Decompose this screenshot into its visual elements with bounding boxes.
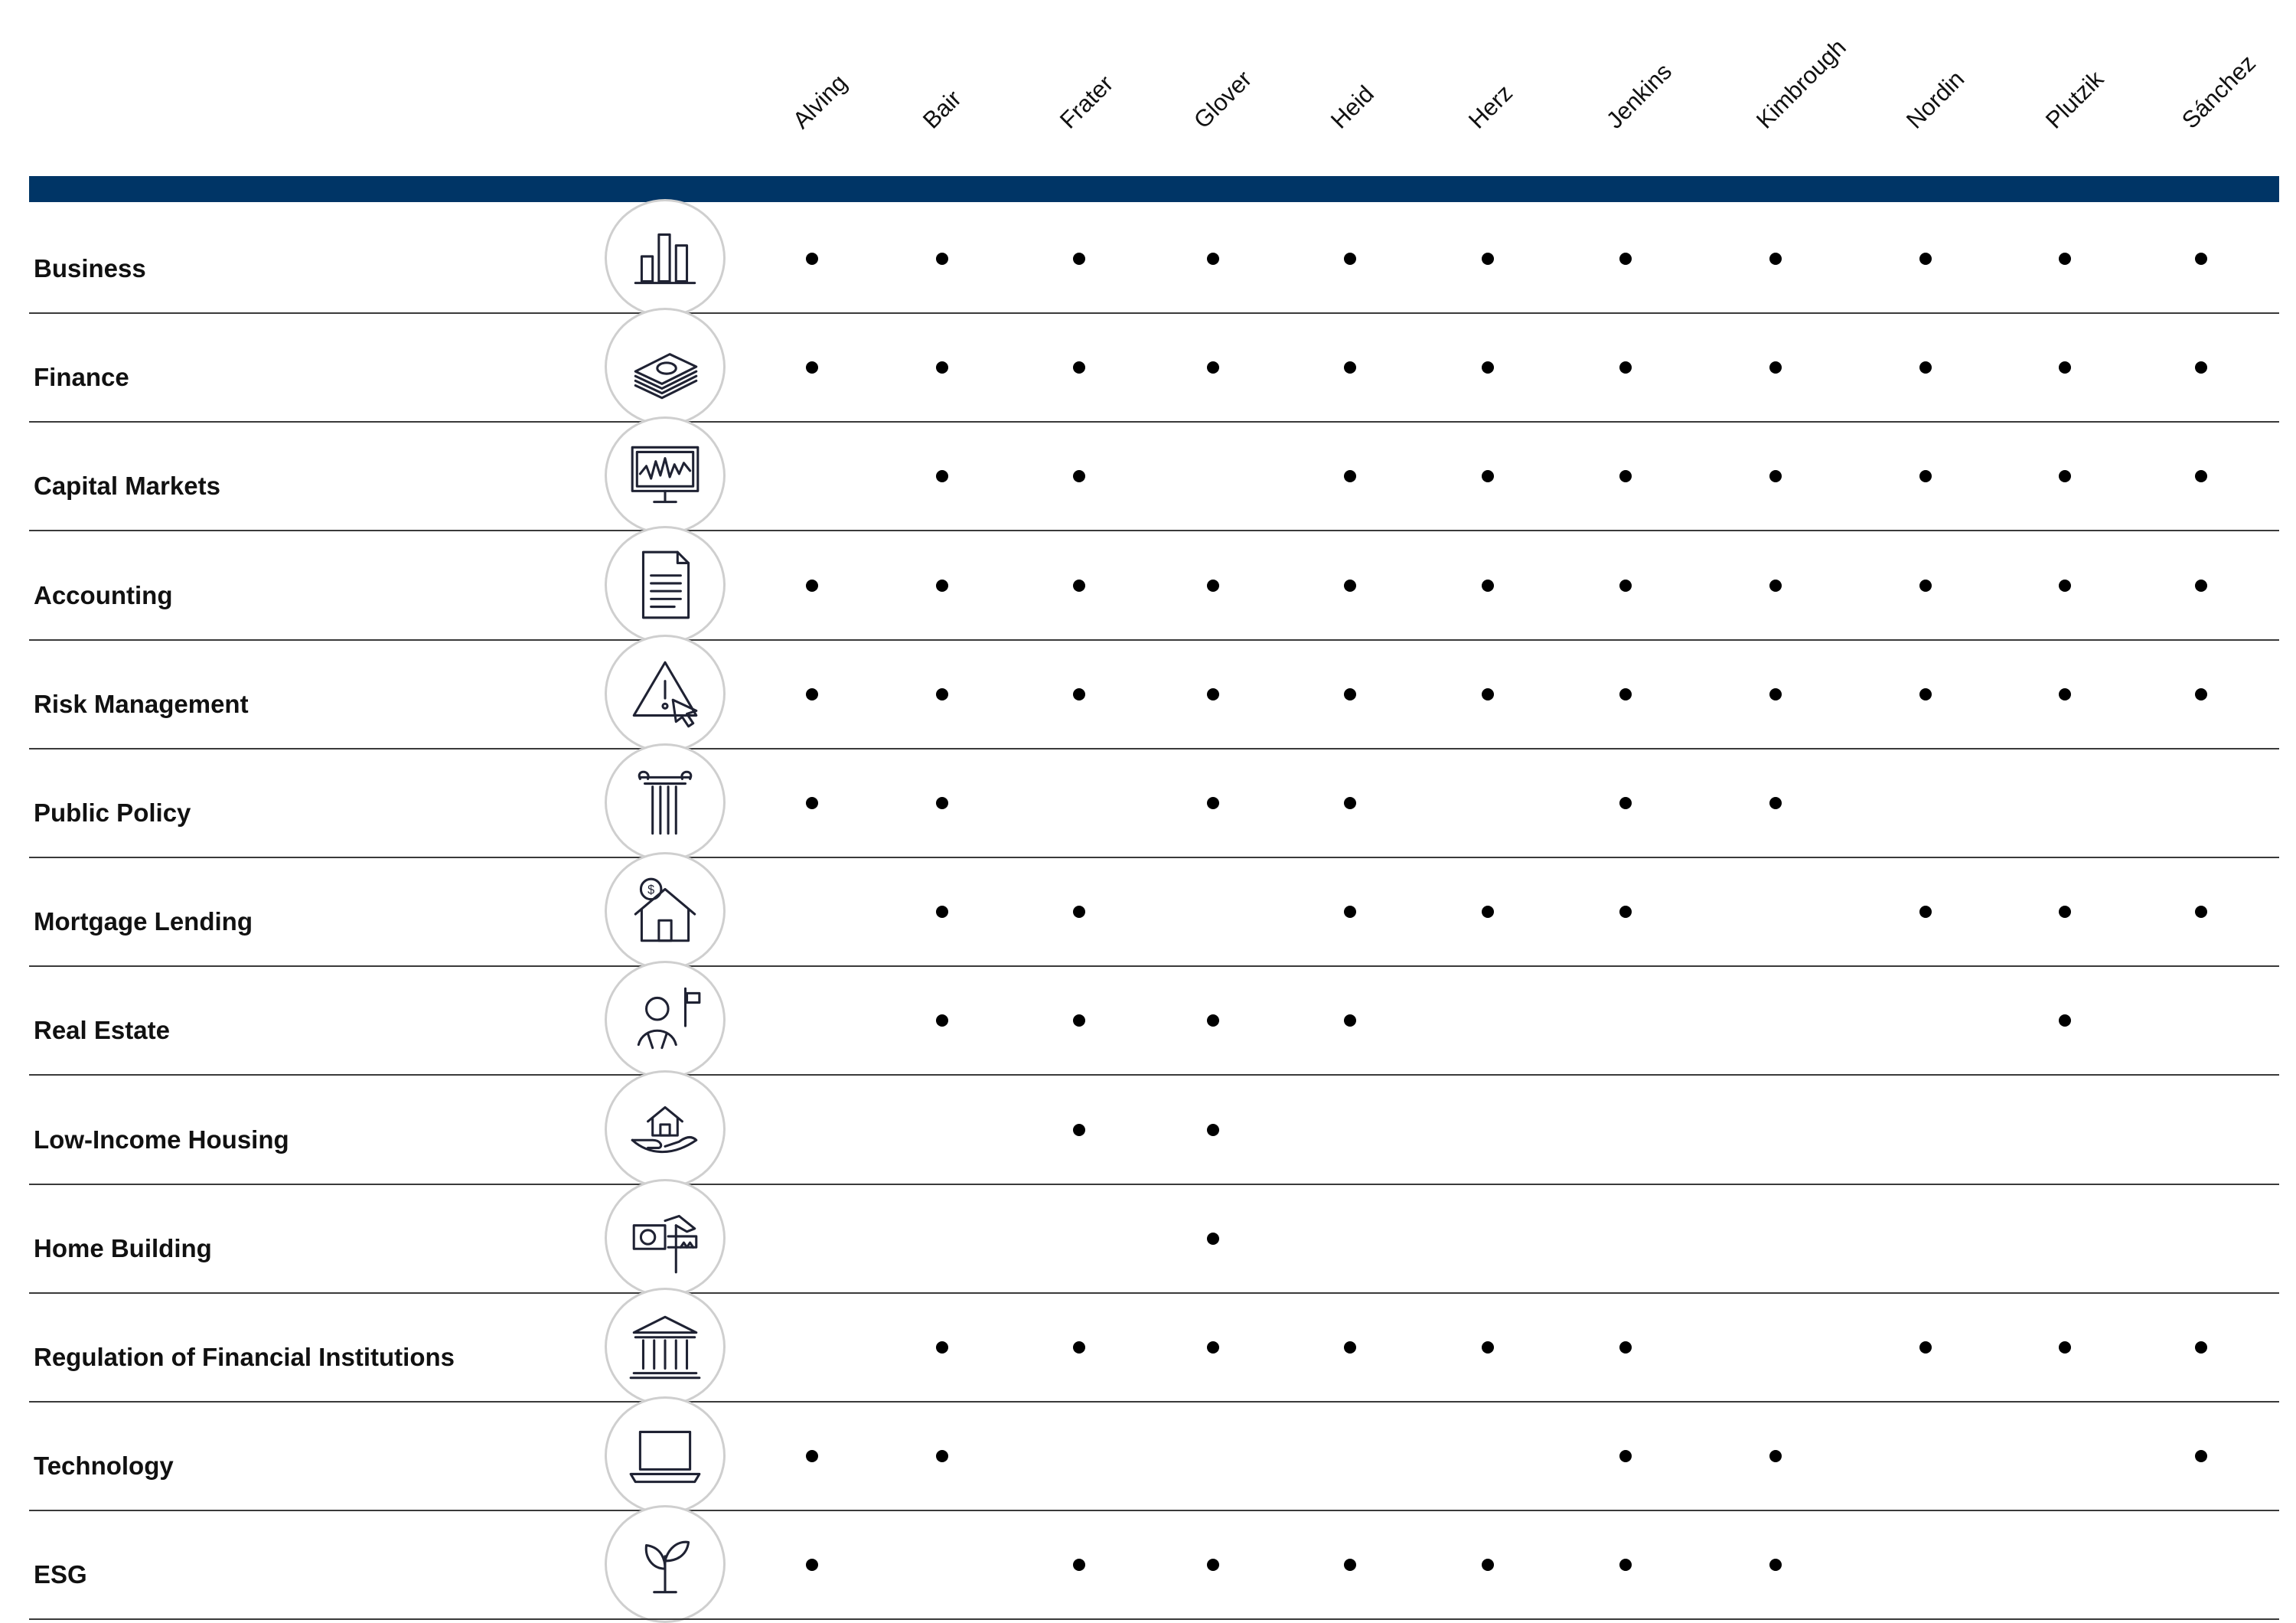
skill-dot (936, 1341, 948, 1354)
skill-dot (1619, 253, 1632, 265)
skill-dot (1919, 688, 1932, 700)
skill-dot (1073, 253, 1085, 265)
skill-dot (1344, 253, 1356, 265)
skill-dot (2195, 688, 2207, 700)
skill-dot (1619, 797, 1632, 809)
skill-dot (1207, 688, 1219, 700)
skill-dot (1619, 906, 1632, 918)
money-stack-icon (605, 308, 726, 426)
skill-dot (1207, 361, 1219, 374)
column-header: Kimbrough (1751, 33, 1851, 134)
skill-dot (806, 1450, 818, 1462)
column-header: Nordin (1901, 65, 1970, 134)
skill-dot (1344, 688, 1356, 700)
skill-dot (1073, 580, 1085, 592)
skill-dot (936, 688, 948, 700)
skill-dot (1769, 1559, 1782, 1571)
skill-dot (806, 253, 818, 265)
skill-dot (1344, 1559, 1356, 1571)
skill-dot (1919, 361, 1932, 374)
row-label: Finance (34, 363, 129, 392)
row-label: Risk Management (34, 689, 249, 718)
skill-dot (1073, 1341, 1085, 1354)
skill-dot (1207, 580, 1219, 592)
row-label: Home Building (34, 1233, 212, 1262)
skill-dot (1344, 1341, 1356, 1354)
skill-dot (1619, 688, 1632, 700)
column-header: Jenkins (1601, 57, 1678, 134)
table-row (29, 532, 2279, 641)
skill-dot (806, 580, 818, 592)
skill-dot (936, 470, 948, 482)
skill-dot (1919, 470, 1932, 482)
skill-dot (1207, 1014, 1219, 1027)
row-label: Mortgage Lending (34, 907, 253, 936)
skill-dot (1769, 580, 1782, 592)
skill-dot (2195, 1450, 2207, 1462)
skill-dot (2059, 580, 2071, 592)
skill-dot (2195, 580, 2207, 592)
skill-dot (1619, 580, 1632, 592)
skill-dot (1482, 253, 1494, 265)
skill-dot (1769, 797, 1782, 809)
skill-dot (1344, 797, 1356, 809)
skill-dot (1919, 253, 1932, 265)
column-header: Sánchez (2177, 49, 2262, 134)
skill-dot (2059, 470, 2071, 482)
skill-dot (1207, 1124, 1219, 1136)
skill-dot (2195, 906, 2207, 918)
skill-dot (1344, 580, 1356, 592)
skill-dot (806, 688, 818, 700)
sprout-icon (605, 1505, 726, 1623)
skill-dot (936, 906, 948, 918)
skill-dot (1207, 1233, 1219, 1245)
skill-dot (1482, 580, 1494, 592)
table-row (29, 858, 2279, 967)
skill-dot (2195, 253, 2207, 265)
row-label: Capital Markets (34, 472, 220, 501)
skill-dot (1482, 1341, 1494, 1354)
row-divider (29, 1618, 2279, 1620)
skill-dot (1769, 361, 1782, 374)
column-header: Heid (1326, 80, 1379, 134)
skill-dot (2059, 253, 2071, 265)
skill-dot (1073, 906, 1085, 918)
table-row (29, 1185, 2279, 1294)
skill-dot (1919, 906, 1932, 918)
skill-dot (1482, 1559, 1494, 1571)
row-label: Real Estate (34, 1016, 170, 1045)
skill-dot (1919, 580, 1932, 592)
table-row (29, 1511, 2279, 1620)
table-row (29, 967, 2279, 1076)
column-header: Bair (918, 85, 967, 134)
skill-dot (1482, 688, 1494, 700)
table-row (29, 314, 2279, 423)
skill-dot (936, 1450, 948, 1462)
column-header: Alving (788, 69, 853, 134)
skill-dot (936, 797, 948, 809)
row-label: Public Policy (34, 798, 191, 827)
hand-house-icon (605, 1070, 726, 1188)
row-label: Technology (34, 1452, 174, 1481)
skill-dot (1073, 470, 1085, 482)
row-label: Regulation of Financial Institutions (34, 1343, 455, 1371)
skill-dot (1919, 1341, 1932, 1354)
skill-dot (2059, 1341, 2071, 1354)
skill-dot (1482, 470, 1494, 482)
skill-dot (1207, 253, 1219, 265)
skill-dot (806, 361, 818, 374)
skill-dot (2195, 361, 2207, 374)
skill-dot (1207, 797, 1219, 809)
skill-dot (2059, 688, 2071, 700)
bank-building-icon (605, 1288, 726, 1406)
column-header: Frater (1055, 70, 1119, 134)
skill-dot (936, 580, 948, 592)
row-label: Accounting (34, 580, 173, 609)
skill-dot (1073, 361, 1085, 374)
skill-dot (1344, 906, 1356, 918)
house-dollar-icon (605, 852, 726, 970)
skill-dot (2195, 470, 2207, 482)
row-label: Business (34, 254, 146, 282)
table-row (29, 1403, 2279, 1511)
skill-dot (2195, 1341, 2207, 1354)
skill-dot (1344, 1014, 1356, 1027)
skill-dot (1619, 1341, 1632, 1354)
skill-dot (1207, 1559, 1219, 1571)
row-label: ESG (34, 1560, 87, 1589)
warning-cursor-icon (605, 635, 726, 753)
skill-dot (1207, 1341, 1219, 1354)
skill-dot (1073, 1559, 1085, 1571)
skill-dot (1073, 1014, 1085, 1027)
header-bar (29, 176, 2279, 202)
skill-dot (1769, 253, 1782, 265)
column-pillar-icon (605, 743, 726, 861)
skill-dot (2059, 361, 2071, 374)
skill-dot (1073, 688, 1085, 700)
column-header: Herz (1463, 79, 1518, 134)
skill-dot (1619, 361, 1632, 374)
skill-dot (1344, 470, 1356, 482)
table-row (29, 1294, 2279, 1403)
tools-icon (605, 1179, 726, 1297)
skill-dot (2059, 1014, 2071, 1027)
table-row (29, 749, 2279, 858)
skill-dot (1482, 906, 1494, 918)
table-row (29, 641, 2279, 749)
agent-sign-icon (605, 961, 726, 1079)
document-icon (605, 526, 726, 644)
skill-dot (1769, 1450, 1782, 1462)
svg-text:$: $ (647, 883, 655, 897)
table-row (29, 1076, 2279, 1185)
column-header: Glover (1189, 65, 1257, 134)
skill-dot (1769, 470, 1782, 482)
skill-dot (936, 361, 948, 374)
skill-dot (1619, 1450, 1632, 1462)
table-row (29, 205, 2279, 314)
skill-dot (1619, 1559, 1632, 1571)
bar-chart-icon (605, 199, 726, 317)
skill-dot (1073, 1124, 1085, 1136)
skill-dot (806, 1559, 818, 1571)
skill-dot (2059, 906, 2071, 918)
skill-dot (1482, 361, 1494, 374)
row-label: Low-Income Housing (34, 1125, 289, 1154)
skill-dot (1769, 688, 1782, 700)
column-header: Plutzik (2040, 65, 2109, 134)
skill-dot (936, 253, 948, 265)
stock-monitor-icon (605, 416, 726, 534)
skill-dot (936, 1014, 948, 1027)
skill-dot (1344, 361, 1356, 374)
skill-dot (806, 797, 818, 809)
skill-dot (1619, 470, 1632, 482)
table-row (29, 423, 2279, 531)
laptop-icon (605, 1396, 726, 1514)
